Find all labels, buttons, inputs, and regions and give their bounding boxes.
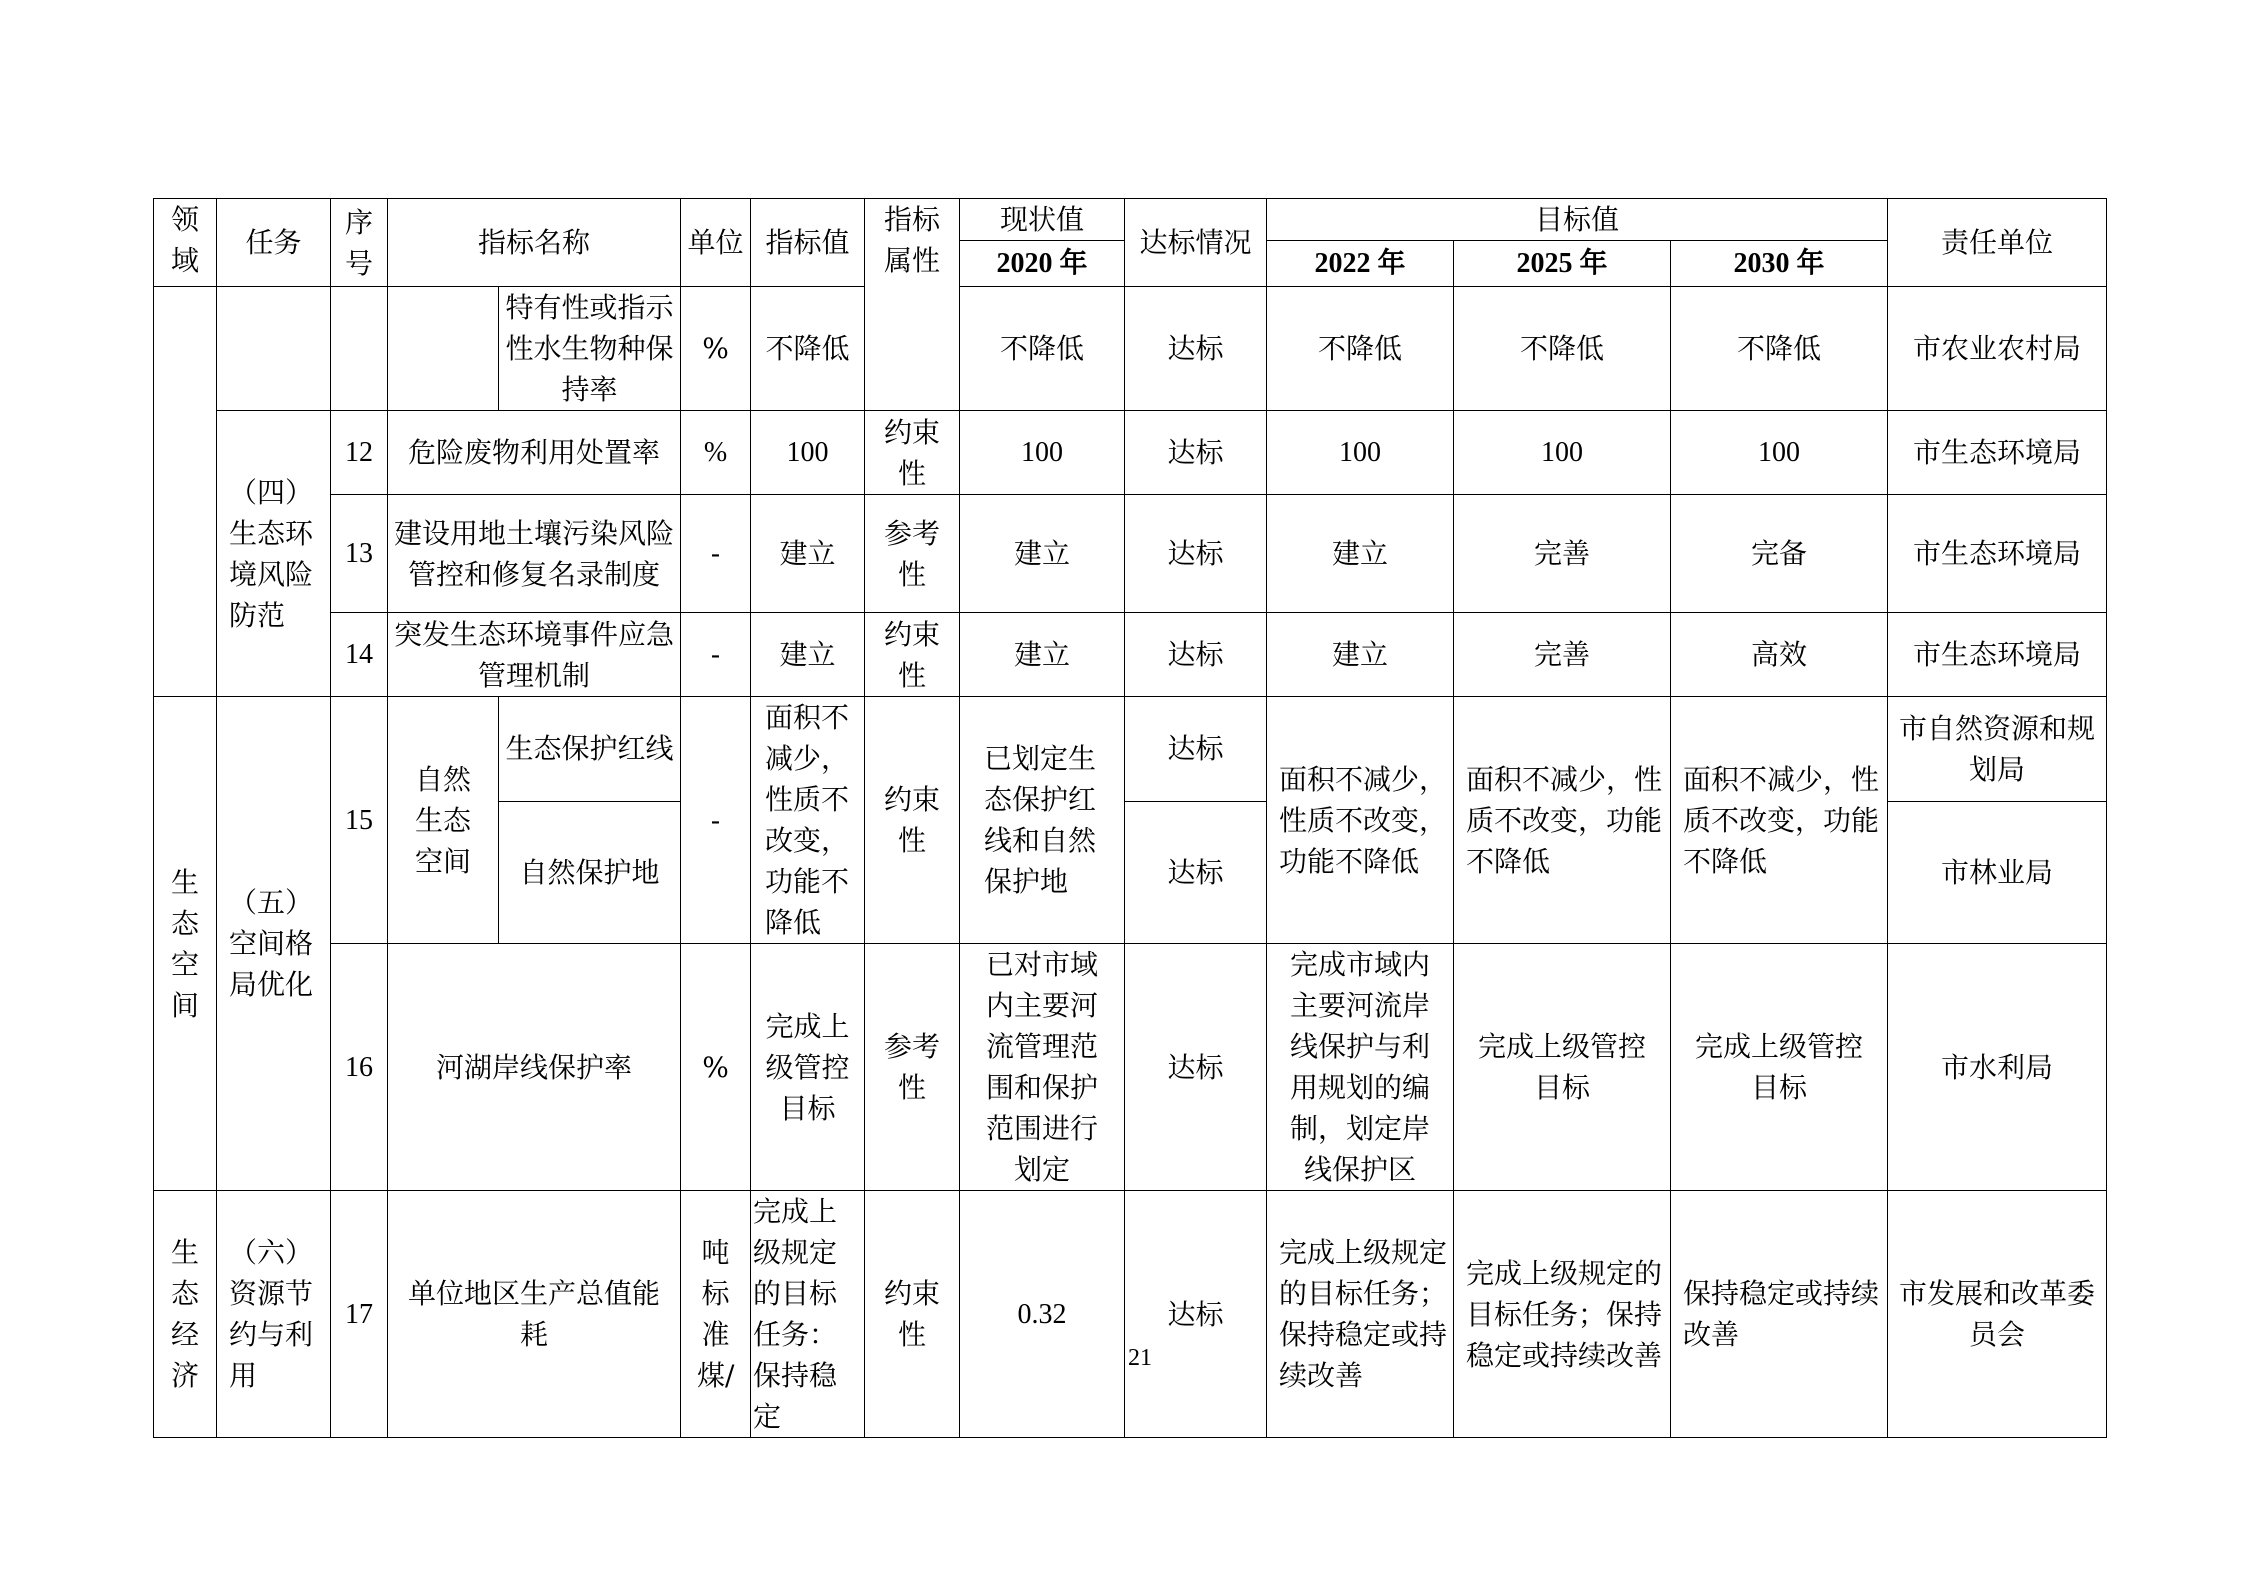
target-2022: 完成市域内主要河流岸线保护与利用规划的编制，划定岸线保护区 (1267, 944, 1454, 1191)
field-name: 生态经济 (154, 1191, 217, 1438)
indicator-value: 建立 (751, 495, 865, 613)
responsible-dept: 市发展和改革委员会 (1888, 1191, 2107, 1438)
responsible-dept: 市生态环境局 (1888, 613, 2107, 697)
target-2030: 面积不减少，性质不改变，功能不降低 (1671, 697, 1888, 944)
field-name: 生态空间 (154, 697, 217, 1191)
indicator-group: 自然生态空间 (388, 697, 499, 944)
current-value: 建立 (960, 495, 1125, 613)
current-value: 建立 (960, 613, 1125, 697)
indicator-value: 100 (751, 411, 865, 495)
compliance-status: 达标 (1125, 944, 1267, 1191)
target-2030: 高效 (1671, 613, 1888, 697)
responsible-dept: 市林业局 (1888, 801, 2107, 943)
indicator-name: 生态保护红线 (499, 697, 681, 802)
indicator-value: 建立 (751, 613, 865, 697)
current-value: 已对市域内主要河流管理范围和保护范围进行划定 (960, 944, 1125, 1191)
responsible-dept: 市生态环境局 (1888, 411, 2107, 495)
header-indicator-name: 指标名称 (388, 199, 681, 287)
compliance-status: 达标 (1125, 801, 1267, 943)
indicator-group-continued (388, 287, 499, 411)
responsible-dept: 市生态环境局 (1888, 495, 2107, 613)
header-field: 领域 (154, 199, 217, 287)
header-target-2030: 2030 年 (1671, 241, 1888, 287)
header-task: 任务 (217, 199, 331, 287)
current-value: 不降低 (960, 287, 1125, 411)
header-status-year: 2020 年 (960, 241, 1125, 287)
responsible-dept: 市农业农村局 (1888, 287, 2107, 411)
header-compliance: 达标情况 (1125, 199, 1267, 287)
indicator-value: 面积不减少，性质不改变，功能不降低 (751, 697, 865, 944)
seq-cell-continued (331, 287, 388, 411)
header-target-2025: 2025 年 (1454, 241, 1671, 287)
indicator-table (153, 198, 2107, 1438)
target-2025: 完善 (1454, 613, 1671, 697)
compliance-status: 达标 (1125, 613, 1267, 697)
indicator-attribute: 参考性 (865, 944, 960, 1191)
header-indicator-value: 指标值 (751, 199, 865, 287)
target-2022: 面积不减少，性质不改变，功能不降低 (1267, 697, 1454, 944)
header-status-value: 现状值 (960, 199, 1125, 241)
task-cell-continued (217, 287, 331, 411)
target-2022: 不降低 (1267, 287, 1454, 411)
current-value: 0.32 (960, 1191, 1125, 1438)
target-2022: 建立 (1267, 495, 1454, 613)
responsible-dept: 市水利局 (1888, 944, 2107, 1191)
current-value: 已划定生态保护红线和自然保护地 (960, 697, 1125, 944)
seq-number: 12 (331, 411, 388, 495)
page-number: 21 (1128, 1345, 1152, 1371)
header-responsible: 责任单位 (1888, 199, 2107, 287)
target-2025: 完成上级管控目标 (1454, 944, 1671, 1191)
indicator-name: 自然保护地 (499, 801, 681, 943)
target-2030: 完成上级管控目标 (1671, 944, 1888, 1191)
seq-number: 16 (331, 944, 388, 1191)
seq-number: 17 (331, 1191, 388, 1438)
unit: % (681, 411, 751, 495)
indicator-name: 建设用地土壤污染风险管控和修复名录制度 (388, 495, 681, 613)
unit: - (681, 697, 751, 944)
unit: 吨标准煤/ (681, 1191, 751, 1438)
indicator-name: 单位地区生产总值能耗 (388, 1191, 681, 1438)
task-name: （五）空间格局优化 (217, 697, 331, 1191)
compliance-status: 达标 (1125, 495, 1267, 613)
header-seq: 序号 (331, 199, 388, 287)
target-2025: 不降低 (1454, 287, 1671, 411)
indicator-attribute: 约束性 (865, 1191, 960, 1438)
indicator-attribute: 参考性 (865, 495, 960, 613)
indicator-name: 危险废物利用处置率 (388, 411, 681, 495)
indicator-attribute: 约束性 (865, 613, 960, 697)
header-target-2022: 2022 年 (1267, 241, 1454, 287)
target-2022: 100 (1267, 411, 1454, 495)
compliance-status: 达标 (1125, 287, 1267, 411)
target-2025: 完成上级规定的目标任务；保持稳定或持续改善 (1454, 1191, 1671, 1438)
target-2022: 建立 (1267, 613, 1454, 697)
responsible-dept: 市自然资源和规划局 (1888, 697, 2107, 802)
header-unit: 单位 (681, 199, 751, 287)
unit: % (681, 944, 751, 1191)
target-2030: 100 (1671, 411, 1888, 495)
indicator-value: 完成上级管控目标 (751, 944, 865, 1191)
indicator-value: 完成上级规定的目标任务：保持稳定 (751, 1191, 865, 1438)
seq-number: 13 (331, 495, 388, 613)
task-name: （六）资源节约与利用 (217, 1191, 331, 1438)
target-2022: 完成上级规定的目标任务；保持稳定或持续改善 (1267, 1191, 1454, 1438)
header-attribute: 指标属性 (865, 199, 960, 411)
indicator-attribute: 约束性 (865, 697, 960, 944)
unit: - (681, 613, 751, 697)
unit: % (681, 287, 751, 411)
field-cell-continued (154, 287, 217, 697)
target-2030: 完备 (1671, 495, 1888, 613)
indicator-value: 不降低 (751, 287, 865, 411)
indicator-name: 特有性或指示性水生物种保持率 (499, 287, 681, 411)
unit: - (681, 495, 751, 613)
seq-number: 15 (331, 697, 388, 944)
indicator-name: 河湖岸线保护率 (388, 944, 681, 1191)
compliance-status: 达标 (1125, 1191, 1267, 1438)
target-2025: 完善 (1454, 495, 1671, 613)
target-2025: 面积不减少，性质不改变，功能不降低 (1454, 697, 1671, 944)
current-value: 100 (960, 411, 1125, 495)
compliance-status: 达标 (1125, 411, 1267, 495)
header-target-value: 目标值 (1267, 199, 1888, 241)
target-2030: 保持稳定或持续改善 (1671, 1191, 1888, 1438)
seq-number: 14 (331, 613, 388, 697)
target-2030: 不降低 (1671, 287, 1888, 411)
indicator-attribute: 约束性 (865, 411, 960, 495)
compliance-status: 达标 (1125, 697, 1267, 802)
task-name: （四）生态环境风险防范 (217, 411, 331, 697)
indicator-name: 突发生态环境事件应急管理机制 (388, 613, 681, 697)
target-2025: 100 (1454, 411, 1671, 495)
